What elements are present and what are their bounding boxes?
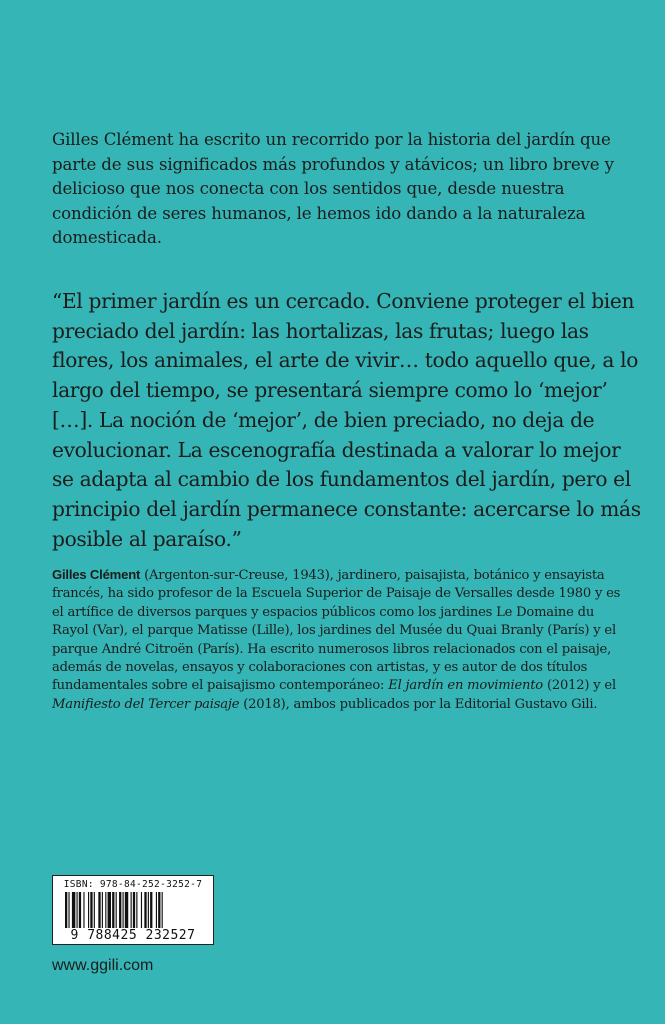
quote-paragraph <box>52 287 642 554</box>
barcode-bar <box>150 892 152 932</box>
isbn-label: ISBN: 978-84-252-3252-7 <box>63 879 203 890</box>
author-bio <box>52 566 632 714</box>
book-title-1: El jardín en movimiento <box>388 678 543 694</box>
bio-text <box>52 566 632 714</box>
barcode-bar <box>79 892 81 932</box>
barcode-bar <box>116 892 117 932</box>
barcode-bar <box>141 892 142 932</box>
barcode-bar <box>102 892 103 932</box>
barcode-bar <box>108 892 111 932</box>
bio-text-2: (2012) y el <box>542 678 616 694</box>
barcode-digits: 9 788425 232527 <box>55 928 211 943</box>
barcode-bar <box>88 892 89 932</box>
barcode-bar <box>90 892 92 932</box>
barcode-bar <box>148 892 149 932</box>
barcode-bars <box>65 892 201 932</box>
barcode-bar <box>94 892 95 932</box>
barcode-bar <box>105 892 106 932</box>
barcode <box>52 875 214 945</box>
barcode-bar <box>123 892 124 932</box>
barcode-bar <box>144 892 146 932</box>
bio-text-3: (2018), ambos publicados por la Editorial Gustavo Gili. <box>239 696 598 712</box>
book-title-2: Manifiesto del Tercer paisaje <box>52 696 240 712</box>
barcode-bar <box>162 892 163 932</box>
website-url: www.ggili.com <box>52 957 154 974</box>
barcode-bar <box>83 892 84 932</box>
barcode-bar <box>72 892 75 932</box>
barcode-bar <box>158 892 160 932</box>
barcode-bar <box>68 892 69 932</box>
intro-text: Gilles Clément ha escrito un recorrido por la historia del jardín que parte de sus significados más profundos y atávicos; un libro breve y delicioso que nos conecta con los sentidos que, desde nuestra condición de seres humanos, le hemos ido dando a la naturaleza domesticada. <box>52 130 614 247</box>
barcode-bar <box>112 892 114 932</box>
barcode-bar <box>136 892 137 932</box>
barcode-bar <box>156 892 157 932</box>
intro-paragraph <box>52 128 632 251</box>
author-name: Gilles Clément <box>52 567 141 582</box>
bio-text-1: (Argenton-sur-Creuse, 1943), jardinero, paisajista, botánico y ensayista francés, ha sido profesor de la Escuela Superior de Paisaje de Versalles desde 1980 y es el artífice de diversos parques y espacios públicos como los jardines Le Domaine du Rayol (Var), el parque Matisse (Lille), los jardines del Musée du Quai Branly (París) y el parque André Citroën (París). Ha escrito numerosos libros relacionados con el paisaje, además de novelas, ensayos y colaboraciones con artistas, y es autor de dos títulos fundamentales sobre el paisajismo contemporáneo: <box>52 568 621 694</box>
barcode-bar <box>119 892 121 932</box>
barcode-bar <box>77 892 78 932</box>
barcode-bar <box>125 892 128 932</box>
barcode-bar <box>131 892 132 932</box>
quote-text: “El primer jardín es un cercado. Conviene proteger el bien preciado del jardín: las hortalizas, las frutas; luego las flores, los animales, el arte de vivir… todo aquello que, a lo largo del tiempo, se presentará siempre como lo ‘mejor’ […]. La noción de ‘mejor’, de bien preciado, no deja de evolucionar. La escenografía destinada a valorar lo mejor se adapta al cambio de los fundamentos del jardín, pero el principio del jardín permanece constante: acercarse lo más posible al paraíso.” <box>52 289 641 551</box>
barcode-bar <box>133 892 135 932</box>
barcode-bar <box>65 892 67 932</box>
barcode-bar <box>98 892 100 932</box>
